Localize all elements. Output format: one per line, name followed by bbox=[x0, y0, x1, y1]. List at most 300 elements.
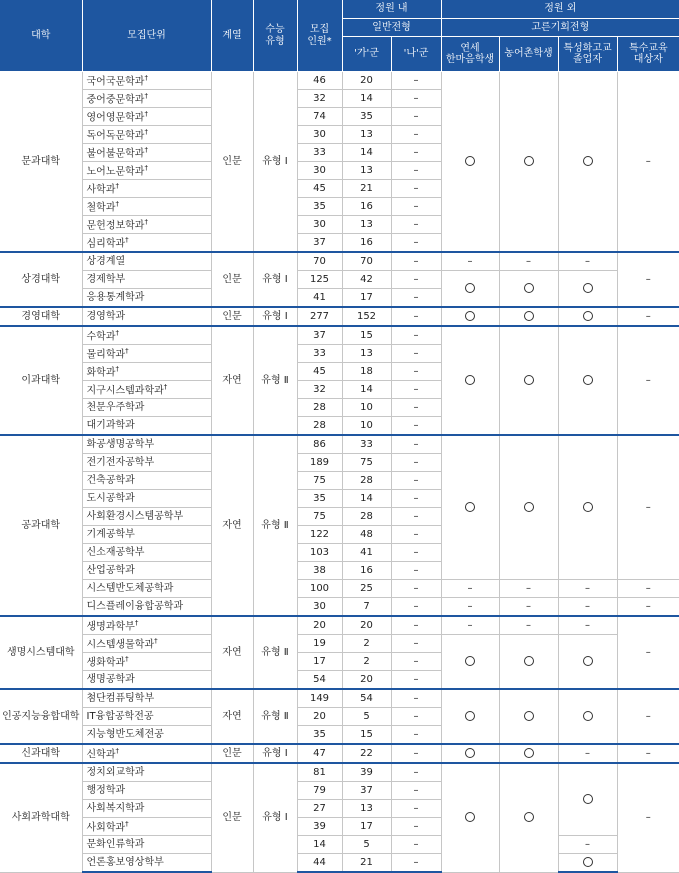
quota-value: 19 bbox=[313, 637, 326, 649]
college-cell bbox=[0, 326, 82, 435]
quota-value: 30 bbox=[313, 218, 326, 230]
quota-cell bbox=[297, 363, 342, 381]
special-hs-cell bbox=[558, 635, 617, 690]
special-hs-cell bbox=[558, 836, 617, 854]
ga-group-cell bbox=[342, 744, 391, 763]
quota-value: 20 bbox=[313, 710, 326, 722]
available-circle-icon bbox=[465, 502, 475, 512]
ga-group-value: 14 bbox=[360, 492, 373, 504]
table-row bbox=[0, 689, 679, 708]
ga-group-cell bbox=[342, 616, 391, 635]
major-name: 전기전자공학부 bbox=[86, 456, 155, 468]
major-cell bbox=[82, 363, 211, 381]
available-circle-icon bbox=[465, 156, 475, 166]
quota-cell bbox=[297, 854, 342, 873]
available-circle-icon bbox=[465, 711, 475, 721]
na-group-cell bbox=[391, 252, 441, 271]
dagger-superscript bbox=[125, 236, 129, 244]
table-row bbox=[0, 72, 679, 90]
na-group-value: – bbox=[413, 310, 419, 322]
na-group-value: – bbox=[413, 710, 419, 722]
ga-group-value: 75 bbox=[360, 456, 373, 468]
suneung-type-value: 유형 Ⅰ bbox=[262, 273, 288, 285]
na-group-value: – bbox=[413, 728, 419, 740]
not-applicable-dash: – bbox=[467, 255, 473, 267]
quota-value: 35 bbox=[313, 200, 326, 212]
major-name: 시스템반도체공학과 bbox=[86, 582, 174, 594]
not-applicable-dash: – bbox=[645, 310, 651, 322]
quota-cell bbox=[297, 800, 342, 818]
special-hs-cell bbox=[558, 854, 617, 873]
na-group-cell bbox=[391, 526, 441, 544]
major-name: 물리학과 bbox=[86, 348, 126, 360]
college-name: 경영대학 bbox=[21, 310, 61, 322]
ga-group-cell bbox=[342, 126, 391, 144]
track-value: 자연 bbox=[222, 710, 242, 722]
college-cell bbox=[0, 744, 82, 763]
ga-group-value: 33 bbox=[360, 438, 373, 450]
major-cell bbox=[82, 289, 211, 308]
na-group-value: – bbox=[413, 564, 419, 576]
major-name: 상경계열 bbox=[86, 255, 126, 267]
not-applicable-dash: – bbox=[585, 747, 591, 759]
dagger-mark: † bbox=[144, 145, 148, 154]
dagger-mark: † bbox=[125, 235, 129, 244]
ga-group-value: 18 bbox=[360, 365, 373, 377]
na-group-value: – bbox=[413, 347, 419, 359]
ga-group-cell bbox=[342, 854, 391, 873]
major-name: 기계공학부 bbox=[86, 528, 135, 540]
hanmaeum-cell bbox=[441, 326, 499, 435]
quota-value: 277 bbox=[309, 310, 330, 322]
ga-group-value: 22 bbox=[360, 747, 373, 759]
not-applicable-dash: – bbox=[526, 255, 532, 267]
special-hs-cell bbox=[558, 307, 617, 326]
na-group-cell bbox=[391, 763, 441, 782]
table-row bbox=[0, 252, 679, 271]
ga-group-cell bbox=[342, 671, 391, 690]
dagger-mark: † bbox=[144, 217, 148, 226]
available-circle-icon bbox=[524, 711, 534, 721]
na-group-value: – bbox=[413, 528, 419, 540]
ga-group-value: 48 bbox=[360, 528, 373, 540]
special-hs-cell bbox=[558, 598, 617, 617]
quota-value: 122 bbox=[309, 528, 330, 540]
special-edu-cell bbox=[617, 307, 679, 326]
na-group-value: – bbox=[413, 856, 419, 868]
ga-group-value: 14 bbox=[360, 383, 373, 395]
quota-cell bbox=[297, 526, 342, 544]
ga-group-value: 152 bbox=[356, 310, 377, 322]
rural-cell bbox=[499, 744, 558, 763]
ga-group-cell bbox=[342, 800, 391, 818]
quota-cell bbox=[297, 234, 342, 253]
quota-value: 28 bbox=[313, 401, 326, 413]
special-hs-cell bbox=[558, 580, 617, 598]
major-name: 경제학부 bbox=[86, 273, 126, 285]
ga-group-value: 37 bbox=[360, 784, 373, 796]
quota-value: 86 bbox=[313, 438, 326, 450]
major-cell bbox=[82, 307, 211, 326]
ga-group-cell bbox=[342, 144, 391, 162]
ga-group-cell bbox=[342, 252, 391, 271]
na-group-cell bbox=[391, 508, 441, 526]
header-college: 대학 bbox=[0, 0, 82, 72]
quota-value: 103 bbox=[309, 546, 330, 558]
quota-value: 17 bbox=[313, 655, 326, 667]
major-name: 건축공학과 bbox=[86, 474, 135, 486]
ga-group-cell bbox=[342, 399, 391, 417]
na-group-cell bbox=[391, 307, 441, 326]
major-cell bbox=[82, 635, 211, 653]
rural-cell bbox=[499, 271, 558, 308]
ga-group-cell bbox=[342, 726, 391, 745]
ga-group-value: 14 bbox=[360, 146, 373, 158]
quota-cell bbox=[297, 508, 342, 526]
major-name: 화공생명공학부 bbox=[86, 438, 155, 450]
quota-cell bbox=[297, 744, 342, 763]
track-value: 인문 bbox=[222, 747, 242, 759]
college-name: 사회과학대학 bbox=[11, 812, 70, 823]
quota-value: 33 bbox=[313, 146, 326, 158]
ga-group-value: 21 bbox=[360, 856, 373, 868]
na-group-cell bbox=[391, 671, 441, 690]
table-row bbox=[0, 616, 679, 635]
quota-value: 44 bbox=[313, 856, 326, 868]
major-name: 첨단컴퓨팅학부 bbox=[86, 692, 155, 704]
ga-group-cell bbox=[342, 271, 391, 289]
dagger-superscript bbox=[115, 365, 119, 373]
ga-group-cell bbox=[342, 598, 391, 617]
ga-group-cell bbox=[342, 72, 391, 90]
rural-cell bbox=[499, 307, 558, 326]
header-rural: 농어촌학생 bbox=[499, 37, 558, 72]
ga-group-cell bbox=[342, 198, 391, 216]
quota-cell bbox=[297, 108, 342, 126]
na-group-cell bbox=[391, 180, 441, 198]
quota-cell bbox=[297, 726, 342, 745]
na-group-cell bbox=[391, 72, 441, 90]
ga-group-value: 70 bbox=[360, 255, 373, 267]
not-applicable-dash: – bbox=[467, 600, 473, 612]
special-hs-cell bbox=[558, 271, 617, 308]
ga-group-cell bbox=[342, 836, 391, 854]
ga-group-value: 39 bbox=[360, 766, 373, 778]
dagger-mark: † bbox=[144, 127, 148, 136]
na-group-cell bbox=[391, 562, 441, 580]
not-applicable-dash: – bbox=[585, 619, 591, 631]
hanmaeum-cell bbox=[441, 307, 499, 326]
na-group-cell bbox=[391, 818, 441, 836]
ga-group-value: 25 bbox=[360, 582, 373, 594]
major-name: 사회복지학과 bbox=[86, 802, 145, 814]
major-cell bbox=[82, 198, 211, 216]
track-value: 인문 bbox=[222, 273, 242, 285]
track-value: 인문 bbox=[222, 310, 242, 322]
ga-group-value: 15 bbox=[360, 329, 373, 341]
ga-group-value: 20 bbox=[360, 673, 373, 685]
major-name: 천문우주학과 bbox=[86, 401, 145, 413]
quota-cell bbox=[297, 198, 342, 216]
na-group-value: – bbox=[413, 600, 419, 612]
na-group-cell bbox=[391, 854, 441, 873]
quota-value: 37 bbox=[313, 329, 326, 341]
quota-value: 30 bbox=[313, 600, 326, 612]
na-group-value: – bbox=[413, 766, 419, 778]
major-name: 독어독문학과 bbox=[86, 129, 145, 141]
ga-group-value: 17 bbox=[360, 291, 373, 303]
na-group-value: – bbox=[413, 619, 419, 631]
special-edu-cell bbox=[617, 689, 679, 744]
college-cell bbox=[0, 307, 82, 326]
available-circle-icon bbox=[583, 375, 593, 385]
major-name: 노어노문학과 bbox=[86, 165, 145, 177]
quota-cell bbox=[297, 126, 342, 144]
special-edu-cell bbox=[617, 326, 679, 435]
na-group-cell bbox=[391, 234, 441, 253]
major-cell bbox=[82, 598, 211, 617]
na-group-value: – bbox=[413, 474, 419, 486]
header-opportunity: 고른기회전형 bbox=[441, 19, 679, 37]
ga-group-value: 54 bbox=[360, 692, 373, 704]
quota-value: 27 bbox=[313, 802, 326, 814]
suneung-type-value: 유형 Ⅱ bbox=[261, 710, 289, 722]
ga-group-cell bbox=[342, 454, 391, 472]
major-name: 산업공학과 bbox=[86, 564, 135, 576]
na-group-cell bbox=[391, 326, 441, 345]
dagger-superscript bbox=[144, 74, 148, 82]
special-hs-cell bbox=[558, 763, 617, 836]
major-name: 대기과학과 bbox=[86, 419, 135, 431]
na-group-cell bbox=[391, 782, 441, 800]
na-group-value: – bbox=[413, 419, 419, 431]
quota-cell bbox=[297, 616, 342, 635]
quota-value: 33 bbox=[313, 347, 326, 359]
hanmaeum-cell bbox=[441, 580, 499, 598]
ga-group-cell bbox=[342, 417, 391, 436]
table-row bbox=[0, 763, 679, 782]
dagger-mark: † bbox=[144, 73, 148, 82]
available-circle-icon bbox=[524, 311, 534, 321]
suneung-type-value: 유형 Ⅰ bbox=[262, 747, 288, 759]
na-group-cell bbox=[391, 108, 441, 126]
suneung-type-cell bbox=[253, 744, 297, 763]
dagger-mark: † bbox=[144, 163, 148, 172]
dagger-superscript bbox=[115, 329, 119, 337]
na-group-value: – bbox=[413, 200, 419, 212]
header-unit: 모집단위 bbox=[82, 0, 211, 72]
ga-group-cell bbox=[342, 307, 391, 326]
dagger-mark: † bbox=[144, 91, 148, 100]
quota-value: 35 bbox=[313, 492, 326, 504]
major-name: 지구시스템과학과 bbox=[86, 384, 164, 396]
ga-group-value: 13 bbox=[360, 128, 373, 140]
major-cell bbox=[82, 108, 211, 126]
quota-cell bbox=[297, 307, 342, 326]
college-name: 신과대학 bbox=[21, 747, 61, 759]
major-cell bbox=[82, 216, 211, 234]
quota-value: 47 bbox=[313, 747, 326, 759]
suneung-type-cell bbox=[253, 689, 297, 744]
suneung-type-value: 유형 Ⅰ bbox=[262, 310, 288, 322]
major-cell bbox=[82, 526, 211, 544]
ga-group-value: 13 bbox=[360, 164, 373, 176]
table-row bbox=[0, 598, 679, 617]
college-name: 문과대학 bbox=[21, 155, 61, 167]
available-circle-icon bbox=[524, 156, 534, 166]
major-cell bbox=[82, 580, 211, 598]
header-suneung-type: 수능 유형 bbox=[253, 0, 297, 72]
major-name: 언론홍보영상학부 bbox=[86, 856, 164, 868]
quota-value: 32 bbox=[313, 92, 326, 104]
quota-cell bbox=[297, 180, 342, 198]
na-group-value: – bbox=[413, 510, 419, 522]
na-group-value: – bbox=[413, 637, 419, 649]
hanmaeum-cell bbox=[441, 635, 499, 690]
quota-value: 54 bbox=[313, 673, 326, 685]
not-applicable-dash: – bbox=[645, 646, 651, 658]
ga-group-cell bbox=[342, 580, 391, 598]
track-cell bbox=[211, 435, 253, 616]
hanmaeum-cell bbox=[441, 252, 499, 271]
na-group-cell bbox=[391, 417, 441, 436]
na-group-cell bbox=[391, 580, 441, 598]
na-group-value: – bbox=[413, 492, 419, 504]
major-cell bbox=[82, 234, 211, 253]
not-applicable-dash: – bbox=[467, 582, 473, 594]
major-cell bbox=[82, 782, 211, 800]
special-edu-cell bbox=[617, 744, 679, 763]
not-applicable-dash: – bbox=[645, 582, 651, 594]
available-circle-icon bbox=[465, 656, 475, 666]
na-group-value: – bbox=[413, 438, 419, 450]
na-group-value: – bbox=[413, 291, 419, 303]
hanmaeum-cell bbox=[441, 271, 499, 308]
ga-group-value: 7 bbox=[363, 600, 370, 612]
dagger-mark: † bbox=[115, 181, 119, 190]
track-cell bbox=[211, 72, 253, 253]
hanmaeum-cell bbox=[441, 689, 499, 744]
major-cell bbox=[82, 162, 211, 180]
na-group-value: – bbox=[413, 747, 419, 759]
header-ga-group: '가'군 bbox=[342, 37, 391, 72]
hanmaeum-cell bbox=[441, 616, 499, 635]
quota-value: 45 bbox=[313, 182, 326, 194]
not-applicable-dash: – bbox=[645, 155, 651, 167]
quota-cell bbox=[297, 72, 342, 90]
ga-group-value: 28 bbox=[360, 510, 373, 522]
major-name: 사회학과 bbox=[86, 821, 126, 833]
ga-group-cell bbox=[342, 363, 391, 381]
ga-group-cell bbox=[342, 763, 391, 782]
quota-value: 32 bbox=[313, 383, 326, 395]
quota-value: 20 bbox=[313, 619, 326, 631]
major-cell bbox=[82, 472, 211, 490]
not-applicable-dash: – bbox=[585, 255, 591, 267]
quota-cell bbox=[297, 162, 342, 180]
na-group-value: – bbox=[413, 236, 419, 248]
ga-group-value: 10 bbox=[360, 401, 373, 413]
available-circle-icon bbox=[465, 375, 475, 385]
quota-value: 37 bbox=[313, 236, 326, 248]
college-name: 공과대학 bbox=[21, 519, 61, 531]
ga-group-value: 21 bbox=[360, 182, 373, 194]
quota-value: 149 bbox=[309, 692, 330, 704]
quota-cell bbox=[297, 271, 342, 289]
available-circle-icon bbox=[583, 311, 593, 321]
ga-group-cell bbox=[342, 526, 391, 544]
available-circle-icon bbox=[583, 656, 593, 666]
quota-cell bbox=[297, 689, 342, 708]
dagger-superscript bbox=[144, 146, 148, 154]
ga-group-value: 17 bbox=[360, 820, 373, 832]
major-cell bbox=[82, 435, 211, 454]
quota-value: 79 bbox=[313, 784, 326, 796]
header-general: 일반전형 bbox=[342, 19, 441, 37]
major-name: 지능형반도체전공 bbox=[86, 728, 164, 740]
track-cell bbox=[211, 689, 253, 744]
major-name: 생화학과 bbox=[86, 656, 126, 668]
major-name: 영어영문학과 bbox=[86, 111, 145, 123]
dagger-superscript bbox=[144, 128, 148, 136]
quota-cell bbox=[297, 763, 342, 782]
quota-cell bbox=[297, 90, 342, 108]
available-circle-icon bbox=[465, 311, 475, 321]
dagger-mark: † bbox=[125, 346, 129, 355]
ga-group-value: 13 bbox=[360, 802, 373, 814]
ga-group-value: 16 bbox=[360, 564, 373, 576]
ga-group-cell bbox=[342, 435, 391, 454]
header-hanmaeum: 연세 한마음학생 bbox=[441, 37, 499, 72]
ga-group-cell bbox=[342, 180, 391, 198]
track-cell bbox=[211, 326, 253, 435]
ga-group-cell bbox=[342, 782, 391, 800]
na-group-value: – bbox=[413, 692, 419, 704]
track-cell bbox=[211, 307, 253, 326]
special-edu-cell bbox=[617, 616, 679, 689]
header-in-quota: 정원 내 bbox=[342, 0, 441, 19]
header-special-edu: 특수교육 대상자 bbox=[617, 37, 679, 72]
na-group-cell bbox=[391, 345, 441, 363]
quota-value: 45 bbox=[313, 365, 326, 377]
major-name: 디스플레이융합공학과 bbox=[86, 600, 184, 612]
ga-group-cell bbox=[342, 162, 391, 180]
na-group-value: – bbox=[413, 365, 419, 377]
quota-cell bbox=[297, 562, 342, 580]
table-row bbox=[0, 580, 679, 598]
suneung-type-value: 유형 Ⅰ bbox=[262, 812, 288, 823]
na-group-cell bbox=[391, 90, 441, 108]
rural-cell bbox=[499, 252, 558, 271]
dagger-superscript bbox=[115, 747, 119, 755]
ga-group-value: 14 bbox=[360, 92, 373, 104]
na-group-cell bbox=[391, 544, 441, 562]
not-applicable-dash: – bbox=[645, 812, 651, 823]
college-name: 이과대학 bbox=[21, 374, 61, 386]
track-cell bbox=[211, 616, 253, 689]
not-applicable-dash: – bbox=[526, 582, 532, 594]
quota-value: 46 bbox=[313, 74, 326, 86]
not-applicable-dash: – bbox=[645, 747, 651, 759]
table-row bbox=[0, 836, 679, 854]
na-group-cell bbox=[391, 800, 441, 818]
rural-cell bbox=[499, 326, 558, 435]
ga-group-value: 5 bbox=[363, 710, 370, 722]
quota-value: 81 bbox=[313, 766, 326, 778]
not-applicable-dash: – bbox=[645, 600, 651, 612]
college-cell bbox=[0, 616, 82, 689]
na-group-value: – bbox=[413, 655, 419, 667]
